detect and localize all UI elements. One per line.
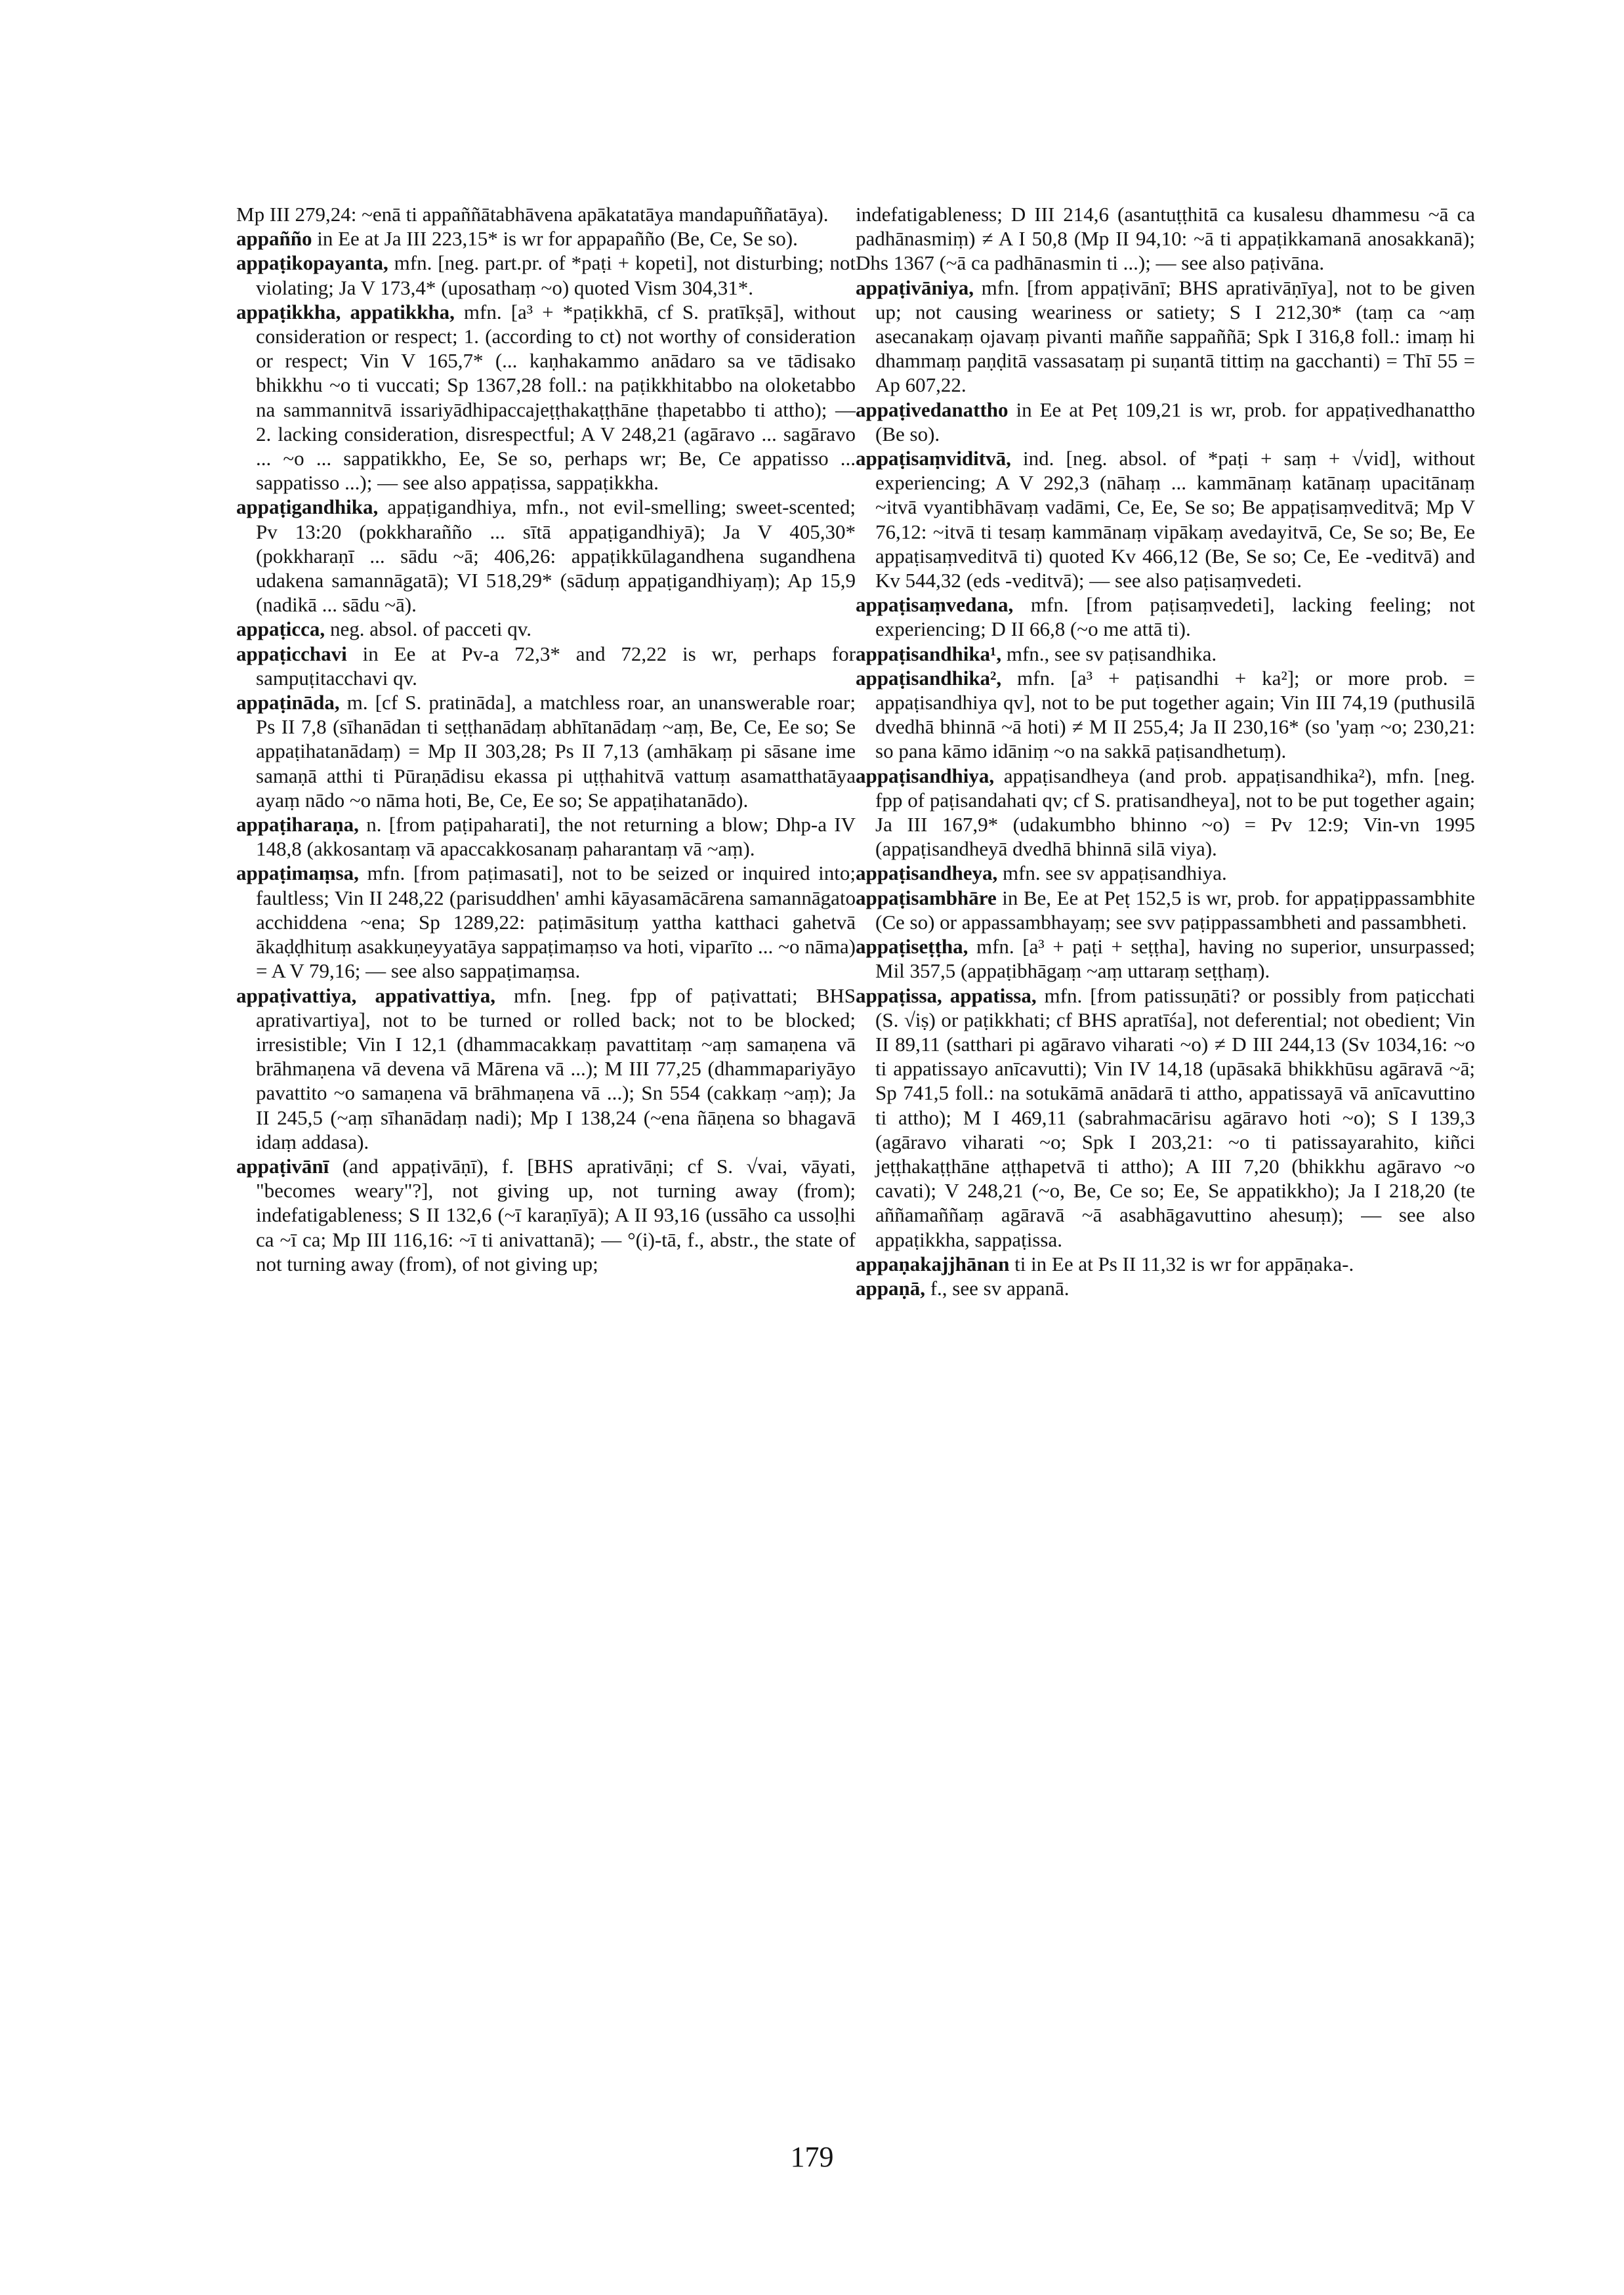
headword: appañño [236,227,312,251]
entry-text: ind. [neg. absol. of *paṭi + saṃ + √vid], without experiencing; A V 292,3 (nāhaṃ ... kammānaṃ katānaṃ upacitānaṃ ~itvā vyantibhāvaṃ vadāmi, Ce, Ee, Se so; Be appaṭisaṃveditvā; Mp V 76,12: ~itvā ti tesaṃ kammānaṃ vipākaṃ avedayitvā, Ce, Se so; Be, Ee appaṭisaṃveditvā ti) quoted Kv 466,12 (Be, Se so; Ce, Ee -veditvā) and Kv 544,32 (eds -veditvā); — see also paṭisaṃvedeti. [875,447,1475,592]
headword: appaṭivānī [236,1154,329,1178]
entry-text: mfn. see sv appaṭisandhiya. [997,861,1227,885]
page-number: 179 [790,2141,834,2173]
entry-text: appaṭigandhiya, mfn., not evil-smelling; sweet-scented; Pv 13:20 (pokkharañño ... sītā appaṭigandhiyā); Ja V 405,30* (pokkharaṇī ... sādu ~ā; 406,26: appaṭikkūlagandhena sugandhena udakena samannāgatā); VI 518,29* (sāduṃ appaṭigandhiyaṃ); Ap 15,9 (nadikā ... sādu ~ā). [256,495,856,617]
headword: appaṭicchavi [236,642,347,665]
entry [236,690,856,812]
headword: appaṭināda, [236,691,340,714]
entry-text: mfn. [a³ + *paṭikkhā, cf S. pratīkṣā], without consideration or respect; 1. (according to ct) not worthy of consideration or respect; Vin V 165,7* (... kaṇhakammo anādaro sa ve tādisako bhikkhu ~o ti vuccati; Sp 1367,28 foll.: na paṭikkhitabbo na oloketabbo na sammannitvā issariyādhipaccajeṭṭhakaṭṭhāne ṭhapetabbo ti attho); — 2. lacking consideration, disrespectful; A V 248,21 (agāravo ... sagāravo ... ~o ... sappatikkho, Ee, Se so, perhaps wr; Be, Ce appatisso ... sappatisso ...); — see also appaṭissa, sappaṭikkha. [256,300,856,495]
entry-text: mfn. [a³ + paṭisandhi + ka²]; or more prob. = appaṭisandhiya qv], not to be put together again; Vin III 74,19 (puthusilā dvedhā bhinnā ~ā hoti) ≠ M II 255,4; Ja II 230,16* (so 'yaṃ ~o; 230,21: so pana kāmo idāniṃ ~o na sakkā paṭisandhetuṃ). [875,666,1475,763]
entry [856,1276,1475,1300]
entry-continuation [856,202,1475,276]
headword: appaṭisaṃvedana, [856,593,1014,617]
entry-text: (and appaṭivāṇī), f. [BHS aprativāṇi; cf S. √vai, vāyati, "becomes weary"?], not giving up, not turning away (from); indefatigableness; S II 132,6 (~ī karaṇīyā); A II 93,16 (ussāho ca ussoḷhi ca ~ī ca; Mp III 116,16: ~ī ti anivattanā); — °(i)-tā, f., abstr., the state of not turning away (from), of not giving up; [256,1154,856,1275]
headword: appaṭisandhika², [856,666,1002,690]
entry [856,861,1475,885]
headword: appaṭivedanattho [856,398,1009,421]
entry [856,446,1475,592]
headword: appaṭiseṭṭha, [856,935,968,959]
entry [856,934,1475,983]
entry-text: m. [cf S. pratināda], a matchless roar, an unanswerable roar; Ps II 7,8 (sīhanādan ti seṭṭhanādaṃ abhītanādaṃ ~aṃ, Be, Ce, Ee so; Se appaṭihatanādaṃ) = Mp II 303,28; Ps II 7,13 (amhākaṃ pi sāsane ime samaṇā atthi ti Pūraṇādisu ekassa pi uṭṭhahitvā vattuṃ asamatthatāya ayaṃ nādo ~o nāma hoti, Be, Ce, Ee so; Se appaṭihatanādo). [256,691,856,812]
entry [236,495,856,617]
headword: appaṭikopayanta, [236,251,388,275]
headword: appaṭivāniya, [856,276,974,299]
entry-text: mfn., see sv paṭisandhika. [1001,642,1217,665]
entry [236,642,856,690]
entry [236,1154,856,1276]
entry-text: mfn. [from paṭisaṃvedeti], lacking feeling; not experiencing; D II 66,8 (~o me attā ti). [875,593,1475,641]
entry-text: mfn. [neg. fpp of paṭivattati; BHS aprativartiya], not to be turned or rolled back; not to be blocked; irresistible; Vin I 12,1 (dhammacakkaṃ pavattitaṃ ~aṃ samaṇena vā brāhmaṇena vā devena vā Mārena vā ...); M III 77,25 (dhammapariyāyo pavattito ~o samaṇena vā brāhmaṇena vā ...); Sn 554 (cakkaṃ ~aṃ); Ja II 245,5 (~aṃ sīhanādaṃ nadi); Mp I 138,24 (~ena ñāṇena so bhagavā idaṃ addasa). [256,983,856,1153]
entry [236,300,856,495]
entry [856,886,1475,934]
headword: appaṭikkha, appatikkha, [236,300,455,323]
entry-text: appaṭisandheya (and prob. appaṭisandhika²), mfn. [neg. fpp of paṭisandahati qv; cf S. pratisandheya], not to be put together again; Ja III 167,9* (udakumbho bhinno ~o) = Pv 12:9; Vin-vn 1995 (appaṭisandheyā dvedhā bhinnā silā viya). [875,764,1475,861]
entry [856,666,1475,764]
entry-text: neg. absol. of pacceti qv. [325,617,531,641]
entry [236,251,856,299]
entry [856,276,1475,398]
headword: appaṭigandhika, [236,495,379,519]
entry-text: ti in Ee at Ps II 11,32 is wr for appāṇaka-. [1009,1252,1354,1275]
entry-text: in Be, Ee at Peṭ 152,5 is wr, prob. for appaṭippassambhite (Ce so) or appassambhayaṃ; see svv paṭippassambheti and passambheti. [875,886,1475,934]
headword: appaṭivattiya, appativattiya, [236,983,495,1007]
entry [856,642,1475,666]
headword: appaṇakajjhānan [856,1252,1010,1275]
entry [856,1252,1475,1276]
entry-text: mfn. [neg. part.pr. of *paṭi + kopeti], not disturbing; not violating; Ja V 173,4* (uposathaṃ ~o) quoted Vism 304,31*. [256,251,856,299]
headword: appaṭisandhika¹, [856,642,1002,665]
entry-continuation [236,202,856,226]
entry-text: mfn. [from paṭimasati], not to be seized or inquired into; faultless; Vin II 248,22 (parisuddhen' amhi kāyasamācārena samannāgato acchiddena ~ena; Sp 1289,22: paṭimāsituṃ yattha katthaci gahetvā ākaḍḍhituṃ asakkuṇeyyatāya sappaṭimaṃso va hoti, viparīto ... ~o nāma) = A V 79,16; — see also sappaṭimaṃsa. [256,861,856,983]
entry [236,983,856,1154]
right-column [856,202,1475,1300]
headword: appaṭimaṃsa, [236,861,359,885]
entry-text: mfn. [from appaṭivānī; BHS aprativāṇīya], not to be given up; not causing weariness or satiety; S I 212,30* (taṃ ca ~aṃ asecanakaṃ ojavaṃ pivanti maññe sappaññā; Spk I 316,8 foll.: imaṃ hi dhammaṃ paṇḍitā vassasataṃ pi suṇantā tittiṃ na gacchanti) = Thī 55 = Ap 607,22. [875,276,1475,397]
headword: appaṭiharaṇa, [236,813,359,837]
entry [856,592,1475,641]
entry-text: f., see sv appanā. [925,1276,1070,1300]
headword: appaṭisaṃviditvā, [856,447,1011,470]
headword: appaṭisandhiya, [856,764,995,787]
entry-text: Mp III 279,24: ~enā ti appaññātabhāvena apākatatāya mandapuññatāya). [236,203,829,226]
left-column [236,202,856,1276]
headword: appaṭisambhāre [856,886,997,909]
headword: appaṇā, [856,1276,925,1300]
entry-text: mfn. [from patissuṇāti? or possibly from paṭicchati (S. √iṣ) or paṭikkhati; cf BHS apratīśa], not deferential; not obedient; Vin II 89,11 (satthari pi agāravo viharati ~o) ≠ D III 244,13 (Sv 1034,16: ~o ti appatissayo anīcavutti); Vin IV 14,18 (upāsakā bhikkhūsu agāravā ~ā; Sp 741,5 foll.: na sotukāmā anādarā ti attho, appatissayā vā anīcavuttino ti attho); M I 469,11 (sabrahmacārisu agāravo hoti ~o); S I 139,3 (agāravo viharati ~o; Spk I 203,21: ~o ti patissayarahito, kiñci jeṭṭhakaṭṭhāne aṭṭhapetvā ti attho); A III 7,20 (bhikkhu agāravo ~o cavati); V 248,21 (~o, Be, Ce so; Ee, Se appatikkho); Ja I 218,20 (te aññamaññaṃ agāravā ~ā asabhāgavuttino ahesuṃ); — see also appaṭikkha, sappaṭissa. [875,983,1475,1251]
entry [236,226,856,251]
entry-text: in Ee at Ja III 223,15* is wr for appapañño (Be, Ce, Se so). [312,227,798,251]
entry [856,764,1475,861]
entry [236,812,856,861]
entry [856,398,1475,446]
entry-text: in Ee at Pv-a 72,3* and 72,22 is wr, perhaps for sampuṭitacchavi qv. [256,642,856,690]
entry-text: n. [from paṭipaharati], the not returning a blow; Dhp-a IV 148,8 (akkosantaṃ vā apaccakkosanaṃ paharantaṃ vā ~aṃ). [256,813,856,861]
entry-text: mfn. [a³ + paṭi + seṭṭha], having no superior, unsurpassed; Mil 357,5 (appaṭibhāgaṃ ~aṃ uttaraṃ seṭṭhaṃ). [875,935,1475,983]
entry-text: indefatigableness; D III 214,6 (asantuṭṭhitā ca kusalesu dhammesu ~ā ca padhānasmiṃ) ≠ A I 50,8 (Mp II 94,10: ~ā ti appaṭikkamanā anosakkanā); Dhs 1367 (~ā ca padhānasmin ti ...); — see also paṭivāna. [856,203,1475,275]
entry [236,617,856,641]
headword: appaṭisandheya, [856,861,998,885]
headword: appaṭicca, [236,617,325,641]
entry-text: in Ee at Peṭ 109,21 is wr, prob. for appaṭivedhanattho (Be so). [875,398,1475,445]
entry [856,983,1475,1252]
headword: appaṭissa, appatissa, [856,983,1037,1007]
entry [236,861,856,983]
